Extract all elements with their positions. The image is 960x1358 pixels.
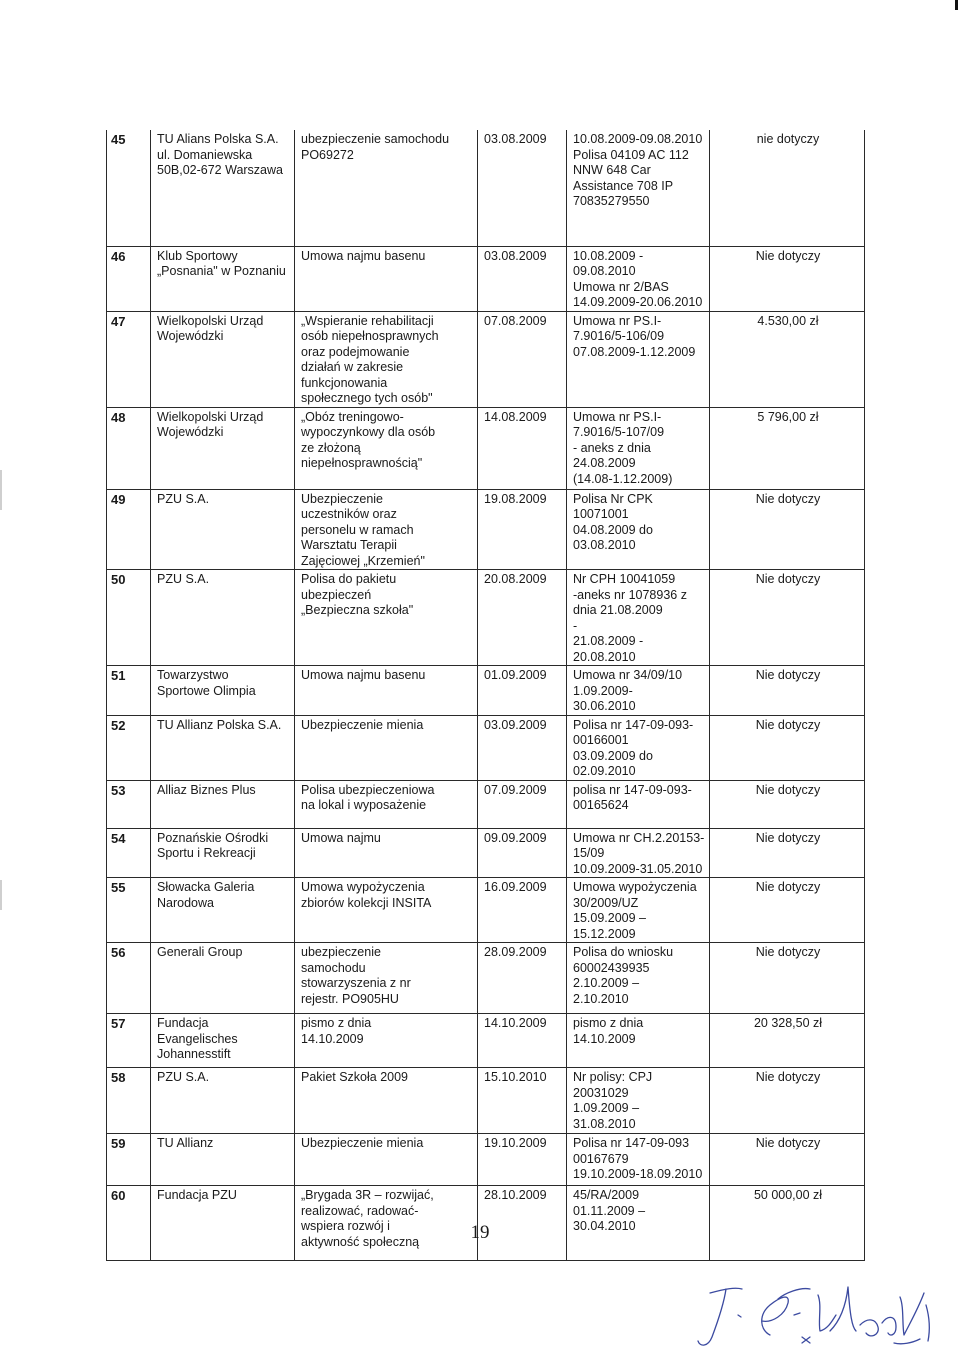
handwritten-signatures [690,1275,940,1355]
date-cell [478,130,567,246]
row-number-cell-text: 58 [111,1070,126,1085]
value-cell-text: Nie dotyczy [755,668,821,682]
scan-speck [0,470,2,510]
value-cell-text: 4.530,00 zł [757,313,819,328]
contract-text: Umowa nr CH.2.20153- 15/09 10.09.2009-31.05.2010 [573,830,705,876]
party-cell-text: PZU S.A. [157,572,210,586]
value-cell [710,489,865,570]
value-cell [710,1068,865,1134]
contract-text: Umowa nr 34/09/10 1.09.2009- 30.06.2010 [573,668,683,713]
value-cell-text: 20 328,50 zł [753,1016,823,1030]
row-number-cell-text: 52 [111,717,126,733]
party-cell [151,780,295,828]
party-cell [151,489,295,570]
subject-cell-text: Ubezpieczenie mienia [301,1136,424,1150]
contracts-table [106,130,865,1261]
value-cell-text: Nie dotyczy [755,945,821,959]
table-row [107,311,865,407]
row-number-cell-text: 56 [111,945,126,960]
date-cell-text: 03.09.2009 [484,717,547,732]
table-row [107,828,865,878]
row-number-cell-text: 51 [111,668,126,683]
value-cell [710,1134,865,1186]
party-cell [151,130,295,246]
date-cell-text: 03.08.2009 [484,132,547,146]
date-cell [478,666,567,716]
party-cell-text: Generali Group [157,945,243,959]
table-row [107,666,865,716]
row-number-cell [107,311,151,407]
date-cell-text: 07.08.2009 [484,313,547,328]
contract-text: Umowa wypożyczenia 30/2009/UZ 15.09.2009 – 15.12.2009 [573,880,697,941]
party-cell-text: PZU S.A. [157,491,210,506]
contract-text: Nr CPH 10041059 -aneks nr 1078936 z dnia 21.08.2009 - 21.08.2009 - 20.08.2010 [573,572,687,664]
party-cell [151,828,295,878]
contract-bottom-text: 03.09.2009 do 02.09.2010 [573,748,653,778]
value-cell [710,130,865,246]
contract-cell [567,828,710,878]
party-cell [151,570,295,666]
subject-cell-text: Umowa najmu basenu [301,248,426,263]
contract-cell [567,715,710,780]
value-cell-text: Nie dotyczy [755,1070,821,1084]
party-cell [151,246,295,311]
subject-cell-text: „Wspieranie rehabilitacji osób niepełnosprawnych oraz podejmowanie działań w zakresie funkcjonowania społecznego tych osób" [301,313,439,405]
value-cell [710,878,865,943]
row-number-cell [107,130,151,246]
contract-bottom-text: 04.08.2009 do 03.08.2010 [573,522,653,552]
table-row [107,1068,865,1134]
subject-cell [295,246,478,311]
table-row [107,407,865,489]
date-cell-text: 19.08.2009 [484,491,547,506]
contract-text: pismo z dnia 14.10.2009 [573,1016,644,1046]
row-number-cell-text: 46 [111,248,126,264]
party-cell-text: TU Alians Polska S.A. ul. Domaniewska 50B,02-672 Warszawa [157,132,283,177]
date-cell [478,878,567,943]
party-cell [151,407,295,489]
date-cell-text: 19.10.2009 [484,1136,547,1150]
date-cell-text: 20.08.2009 [484,572,547,586]
subject-cell [295,666,478,716]
table-row [107,1134,865,1186]
party-cell [151,943,295,1014]
contract-text: Polisa 04109 AC 112 NNW 648 Car Assistance 708 IP 70835279550 [573,147,689,208]
contract-cell [567,130,710,246]
contract-text: Polisa nr 147-09-093- 00166001 [573,717,694,747]
date-cell [478,570,567,666]
table-row [107,246,865,311]
row-number-cell [107,666,151,716]
subject-cell-text: Umowa najmu basenu [301,668,426,682]
contract-cell [567,1014,710,1068]
date-cell-text: 14.10.2009 [484,1016,547,1030]
row-number-cell-text: 45 [111,132,126,147]
contract-cell [567,943,710,1014]
value-cell [710,715,865,780]
value-cell [710,828,865,878]
party-cell-text: Wielkopolski Urząd Wojewódzki [157,409,264,439]
subject-cell [295,1068,478,1134]
row-number-cell [107,407,151,489]
value-cell [710,780,865,828]
subject-cell [295,407,478,489]
subject-cell-text: Umowa najmu [301,830,381,845]
contract-cell [567,246,710,311]
date-cell-text: 28.10.2009 [484,1188,547,1202]
date-cell [478,828,567,878]
party-cell [151,1134,295,1186]
value-cell-text: Nie dotyczy [755,1136,821,1150]
contract-text: polisa nr 147-09-093- 00165624 [573,782,692,812]
party-cell [151,666,295,716]
value-cell [710,1014,865,1068]
subject-cell [295,943,478,1014]
subject-cell-text: Ubezpieczenie uczestników oraz personelu w ramach Warsztatu Terapii Zajęciowej „Krzemień" [301,491,425,568]
value-cell-text: Nie dotyczy [755,572,821,586]
value-cell-text: nie dotyczy [756,132,820,146]
row-number-cell [107,780,151,828]
contract-text: Umowa nr PS.I- 7.9016/5-107/09 - aneks z dnia 24.08.2009 (14.08-1.12.2009) [573,409,673,486]
subject-cell-text: ubezpieczenie samochodu PO69272 [301,132,450,162]
subject-cell-text: „Brygada 3R – rozwijać, realizować, radować- wspiera rozwój i aktywność społeczną [301,1188,434,1249]
table-row [107,780,865,828]
value-cell-text: Nie dotyczy [755,248,821,263]
date-cell-text: 28.09.2009 [484,945,547,959]
date-cell-text: 14.08.2009 [484,409,547,424]
contract-cell [567,780,710,828]
value-cell [710,311,865,407]
contract-cell [567,570,710,666]
subject-cell [295,1014,478,1068]
value-cell-text: Nie dotyczy [755,830,821,845]
table-row [107,130,865,246]
value-cell [710,246,865,311]
date-cell [478,311,567,407]
value-cell [710,570,865,666]
party-cell-text: PZU S.A. [157,1070,210,1084]
party-cell-text: TU Allianz Polska S.A. [157,717,282,732]
contract-cell [567,1134,710,1186]
contract-top-text: 10.08.2009 - 09.08.2010 [573,248,644,278]
value-cell-text: Nie dotyczy [755,782,821,797]
subject-cell [295,828,478,878]
date-cell [478,246,567,311]
contract-cell [567,666,710,716]
row-number-cell [107,246,151,311]
row-number-cell-text: 53 [111,782,126,798]
row-number-cell [107,570,151,666]
party-cell-text: Klub Sportowy „Posnania" w Poznaniu [157,248,286,278]
row-number-cell [107,878,151,943]
party-cell-text: Alliaz Biznes Plus [157,782,256,797]
table-row [107,1014,865,1068]
subject-cell [295,489,478,570]
contract-text: Polisa Nr CPK 10071001 [573,491,653,521]
date-cell-text: 09.09.2009 [484,830,547,845]
party-cell [151,1014,295,1068]
scan-edge-mark [955,0,958,10]
date-cell [478,1134,567,1186]
subject-cell-text: ubezpieczenie samochodu stowarzyszenia z nr rejestr. PO905HU [301,945,411,1006]
value-cell-text: Nie dotyczy [755,880,821,894]
date-cell [478,780,567,828]
subject-cell [295,1134,478,1186]
subject-cell [295,715,478,780]
date-cell-text: 01.09.2009 [484,668,547,682]
date-cell-text: 15.10.2010 [484,1070,547,1084]
row-number-cell-text: 55 [111,880,126,895]
row-number-cell-text: 54 [111,830,126,846]
party-cell-text: Wielkopolski Urząd Wojewódzki [157,313,264,343]
contract-text: Umowa nr PS.I- 7.9016/5-106/09 07.08.2009-1.12.2009 [573,313,696,359]
row-number-cell-text: 50 [111,572,126,587]
value-cell [710,407,865,489]
row-number-cell-text: 57 [111,1016,126,1031]
contract-text: Polisa do wniosku 60002439935 2.10.2009 – 2.10.2010 [573,945,674,1006]
party-cell-text: Fundacja PZU [157,1188,237,1202]
contract-top-text: 10.08.2009-09.08.2010 [573,132,703,146]
value-cell [710,666,865,716]
table-row [107,878,865,943]
contract-cell [567,489,710,570]
row-number-cell [107,943,151,1014]
row-number-cell [107,489,151,570]
subject-cell [295,570,478,666]
row-number-cell [107,715,151,780]
contracts-table-body [107,130,865,1261]
contract-text: Nr polisy: CPJ 20031029 1.09.2009 – 31.08.2010 [573,1070,653,1131]
subject-cell-text: „Obóz treningowo- wypoczynkowy dla osób ze złożoną niepełnosprawnością" [301,409,436,470]
date-cell-text: 03.08.2009 [484,248,547,263]
value-cell-text: 5 796,00 zł [757,409,819,424]
party-cell [151,878,295,943]
subject-cell [295,878,478,943]
row-number-cell [107,1068,151,1134]
date-cell [478,1014,567,1068]
contract-text: 45/RA/2009 01.11.2009 – 30.04.2010 [573,1188,646,1233]
date-cell [478,489,567,570]
party-cell-text: Poznańskie Ośrodki Sportu i Rekreacji [157,830,269,860]
row-number-cell-text: 47 [111,313,126,329]
contract-cell [567,407,710,489]
date-cell-text: 07.09.2009 [484,782,547,797]
subject-cell [295,130,478,246]
contract-cell [567,311,710,407]
party-cell-text: Towarzystwo Sportowe Olimpia [157,668,256,698]
value-cell-text: Nie dotyczy [755,717,821,732]
date-cell [478,1068,567,1134]
contract-text: Polisa nr 147-09-093 00167679 19.10.2009-18.09.2010 [573,1136,703,1181]
page-number: 19 [470,1222,490,1243]
party-cell [151,311,295,407]
party-cell [151,1068,295,1134]
row-number-cell-text: 48 [111,409,126,425]
party-cell-text: Fundacja Evangelisches Johannesstift [157,1016,238,1061]
party-cell-text: Słowacka Galeria Narodowa [157,880,255,910]
row-number-cell [107,828,151,878]
value-cell-text: 50 000,00 zł [753,1188,823,1202]
table-row [107,570,865,666]
row-number-cell-text: 60 [111,1188,126,1203]
subject-cell-text: Ubezpieczenie mienia [301,717,424,732]
subject-cell-text: Polisa ubezpieczeniowa na lokal i wyposażenie [301,782,435,812]
date-cell-text: 16.09.2009 [484,880,547,894]
party-cell-text: TU Allianz [157,1136,214,1150]
row-number-cell [107,1014,151,1068]
contract-cell [567,878,710,943]
subject-cell-text: Polisa do pakietu ubezpieczeń „Bezpieczna szkoła" [301,572,414,617]
date-cell [478,407,567,489]
date-cell [478,943,567,1014]
row-number-cell-text: 59 [111,1136,126,1151]
row-number-cell [107,1134,151,1186]
table-row [107,943,865,1014]
table-row [107,489,865,570]
scan-speck [0,880,2,910]
value-cell [710,943,865,1014]
party-cell [151,715,295,780]
contract-text: Umowa nr 2/BAS 14.09.2009-20.06.2010 [573,279,703,309]
subject-cell-text: Umowa wypożyczenia zbiorów kolekcji INSITA [301,880,432,910]
contract-cell [567,1068,710,1134]
row-number-cell-text: 49 [111,491,126,507]
value-cell-text: Nie dotyczy [755,491,821,506]
subject-cell [295,311,478,407]
subject-cell-text: pismo z dnia 14.10.2009 [301,1016,372,1046]
date-cell [478,715,567,780]
subject-cell-text: Pakiet Szkoła 2009 [301,1070,409,1084]
subject-cell [295,780,478,828]
table-row [107,715,865,780]
